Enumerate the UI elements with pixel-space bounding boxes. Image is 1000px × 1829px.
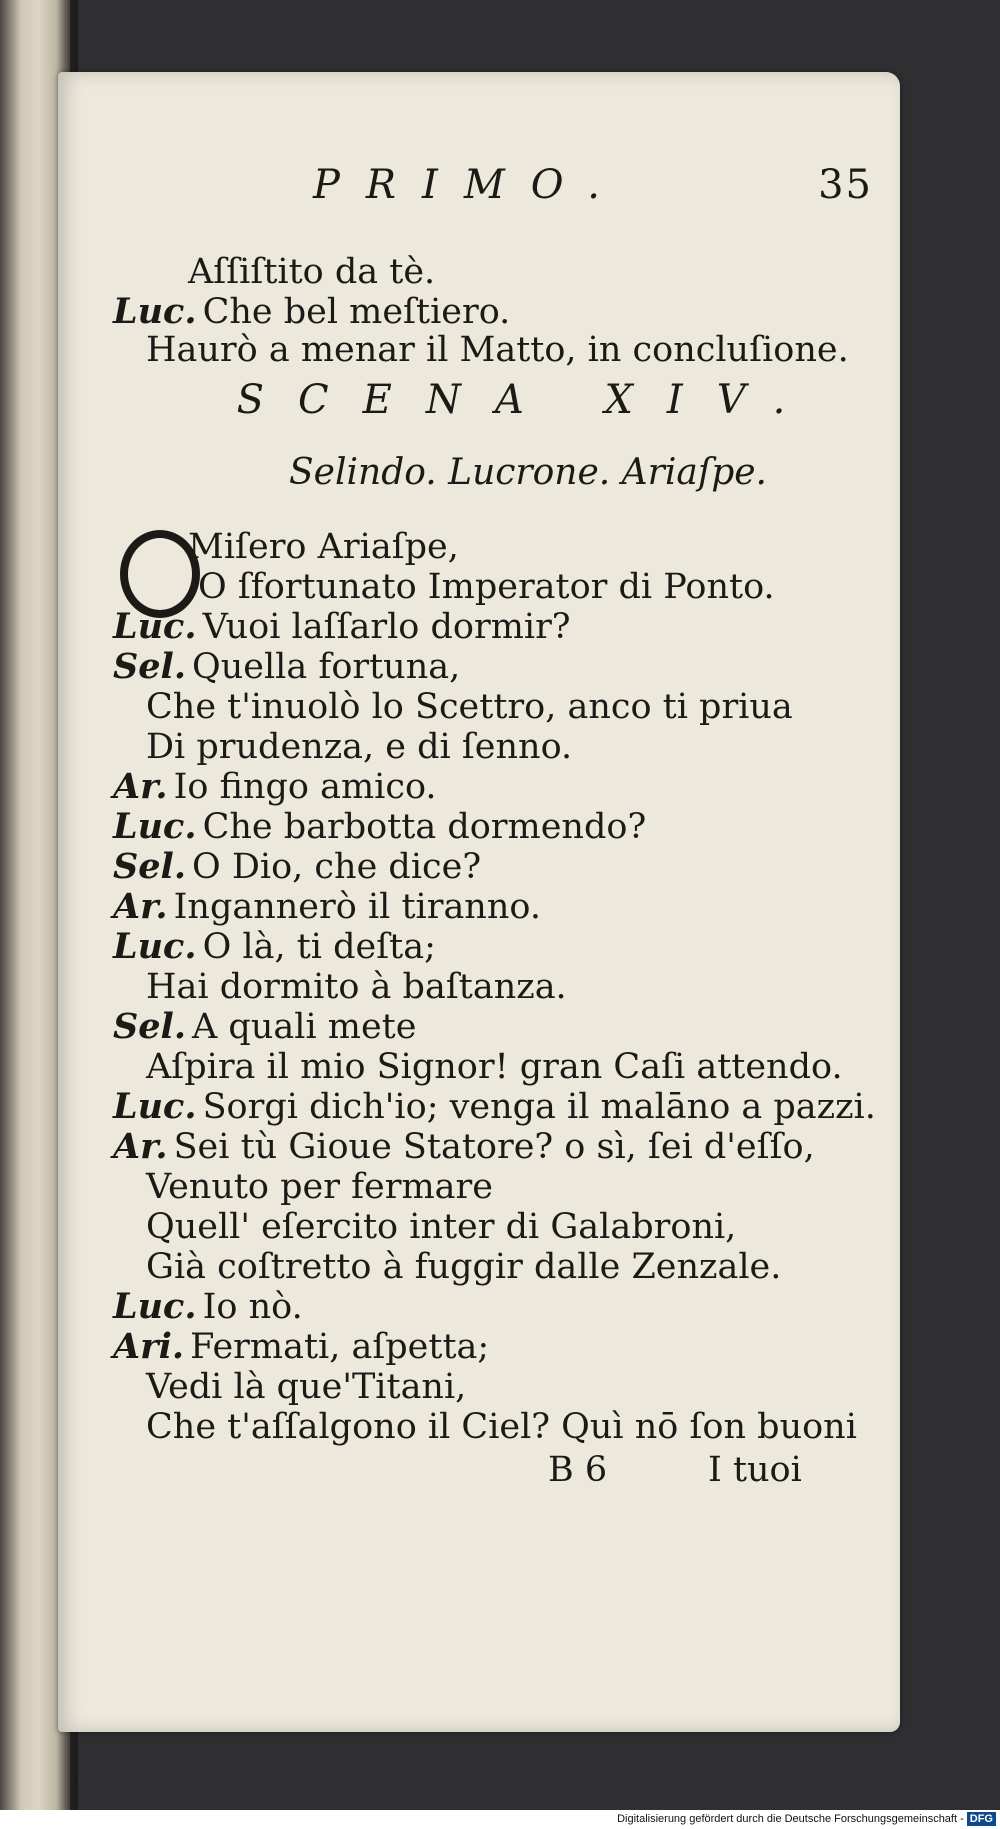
speaker-label: Ar. — [113, 766, 168, 807]
text-line: Sel. Quella fortuna, — [113, 646, 461, 687]
text-line: Hai dormito à baſtanza. — [146, 967, 567, 1007]
speaker-label: Luc. — [113, 1086, 197, 1127]
running-header — [313, 162, 873, 208]
speaker-label: Sel. — [113, 846, 187, 887]
book-page — [58, 72, 900, 1732]
attribution-text: Digitalisierung gefördert durch die Deutsche Forschungsgemeinschaft - — [617, 1813, 964, 1825]
text-line: Quell' eſercito inter di Galabroni, — [146, 1207, 737, 1247]
dfg-logo: DFG — [967, 1812, 996, 1826]
text-line: Ar. Ingannerò il tiranno. — [113, 886, 541, 927]
text-line: Luc. Che bel meſtiero. — [113, 291, 511, 332]
text-line: Venuto per fermare — [146, 1167, 493, 1207]
page-text — [58, 72, 900, 1732]
text-line: Aſpira il mio Signor! gran Caſi attendo. — [146, 1047, 843, 1087]
text-line: Luc. Vuoi laſſarlo dormir? — [113, 606, 571, 647]
text-line: Miſero Ariaſpe, — [188, 527, 459, 567]
scene-characters: Selindo. Lucrone. Ariaſpe. — [289, 452, 767, 493]
speaker-label: Luc. — [113, 926, 197, 967]
text-line: Ar. Io fingo amico. — [113, 766, 437, 807]
running-title: PRIMO. — [313, 162, 626, 208]
text-line: Vedi là que'Titani, — [146, 1367, 467, 1407]
text-line: Ar. Sei tù Gioue Statore? o sì, ſei d'eſſo, — [113, 1126, 815, 1167]
scene-heading: SCENA XIV. — [236, 377, 820, 423]
text-line: Luc. O là, ti deſta; — [113, 926, 436, 967]
text-line: Luc. Io nò. — [113, 1286, 303, 1327]
text-line: Che t'aſſalgono il Ciel? Quì nō ſon buoni — [146, 1407, 857, 1447]
speaker-label: Ar. — [113, 886, 168, 927]
speaker-label: Ar. — [113, 1126, 168, 1167]
text-line: Già coſtretto à fuggir dalle Zenzale. — [146, 1247, 782, 1287]
text-line: Haurò a menar il Matto, in concluſione. — [146, 330, 849, 370]
text-line: Aſſiſtito da tè. — [188, 252, 436, 292]
speaker-label: Luc. — [113, 291, 197, 332]
text-line: Di prudenza, e di ſenno. — [146, 727, 573, 767]
text-line: O ſfortunato Imperator di Ponto. — [198, 567, 775, 607]
speaker-label: Luc. — [113, 606, 197, 647]
speaker-label: Luc. — [113, 1286, 197, 1327]
attribution-bar — [0, 1810, 1000, 1829]
speaker-label: Sel. — [113, 646, 187, 687]
speaker-label: Luc. — [113, 806, 197, 847]
text-line: Ari. Fermati, aſpetta; — [113, 1326, 490, 1367]
text-line: Sel. A quali mete — [113, 1006, 417, 1047]
text-line: Luc. Che barbotta dormendo? — [113, 806, 647, 847]
text-line: Che t'inuolò lo Scettro, anco ti priua — [146, 687, 793, 727]
page-number: 35 — [818, 162, 873, 208]
speaker-label: Ari. — [113, 1326, 185, 1367]
catchword: I tuoi — [708, 1450, 802, 1490]
speaker-label: Sel. — [113, 1006, 187, 1047]
text-line: Luc. Sorgi dich'io; venga il malāno a pazzi. — [113, 1086, 876, 1127]
text-line: Sel. O Dio, che dice? — [113, 846, 482, 887]
signature-mark: B 6 — [548, 1450, 608, 1490]
